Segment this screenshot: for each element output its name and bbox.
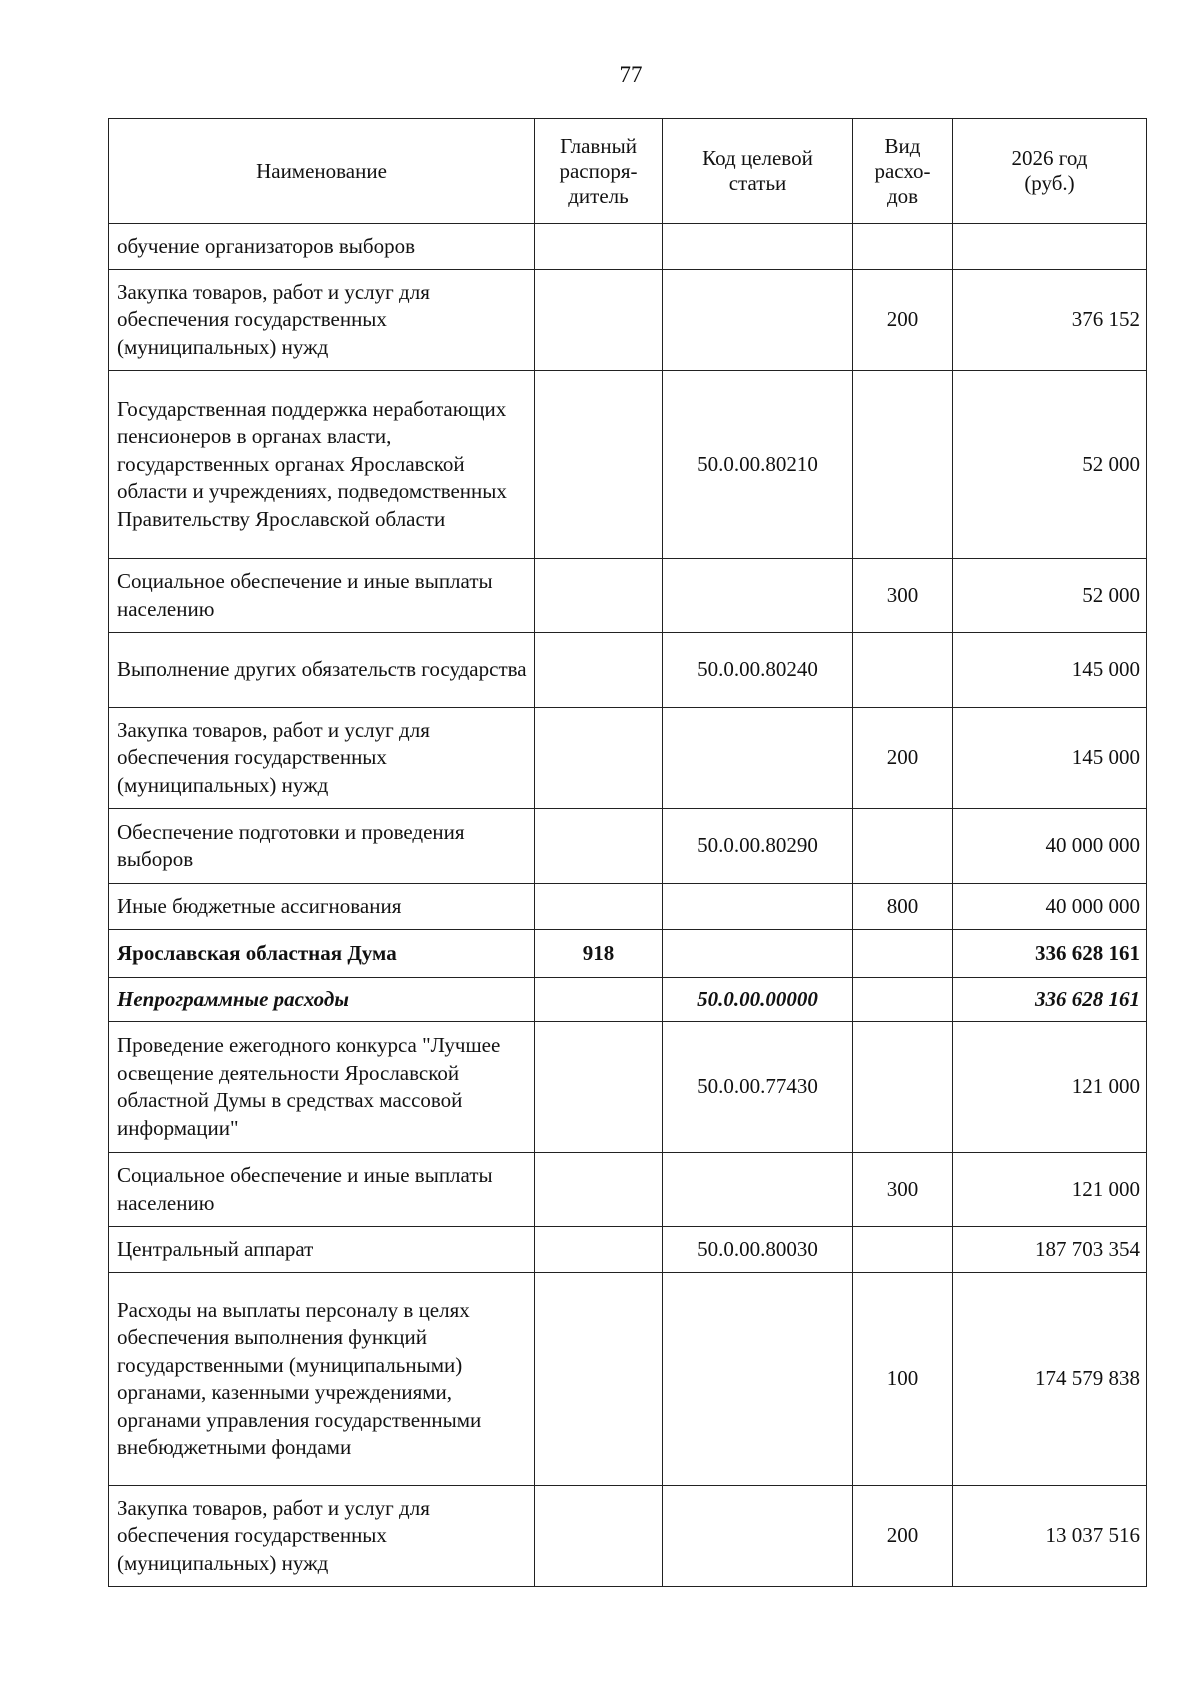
cell-code: 50.0.00.80290: [663, 809, 853, 884]
cell-code: [663, 1486, 853, 1587]
cell-admin: [535, 1486, 663, 1587]
cell-name: Непрограммные расходы: [109, 978, 535, 1022]
cell-name: Выполнение других обязательств государства: [109, 633, 535, 708]
cell-name: Иные бюджетные ассигнования: [109, 884, 535, 930]
cell-name: Расходы на выплаты персоналу в целях обеспечения выполнения функций государственными (муниципальными) органами, казенными учреждениями, органами управления государственными внебюджетными фондами: [109, 1273, 535, 1486]
cell-code: [663, 884, 853, 930]
cell-type: 300: [853, 559, 953, 633]
header-code: Код целевой статьи: [663, 119, 853, 224]
cell-admin: [535, 559, 663, 633]
cell-admin: [535, 884, 663, 930]
cell-admin: [535, 978, 663, 1022]
cell-name: Ярославская областная Дума: [109, 930, 535, 978]
cell-code: [663, 224, 853, 270]
cell-admin: [535, 708, 663, 809]
cell-type: 300: [853, 1153, 953, 1227]
table-row: [109, 633, 1147, 708]
cell-admin: [535, 809, 663, 884]
cell-name: обучение организаторов выборов: [109, 224, 535, 270]
cell-type: [853, 224, 953, 270]
cell-amount: 174 579 838: [953, 1273, 1147, 1486]
cell-name: Закупка товаров, работ и услуг для обеспечения государственных (муниципальных) нужд: [109, 1486, 535, 1587]
table-header-row: [109, 119, 1147, 224]
cell-amount: 40 000 000: [953, 884, 1147, 930]
cell-code: [663, 930, 853, 978]
cell-type: 200: [853, 1486, 953, 1587]
cell-type: 100: [853, 1273, 953, 1486]
cell-name: Государственная поддержка неработающих пенсионеров в органах власти, государственных органах Ярославской области и учреждениях, подведомственных Правительству Ярославской области: [109, 371, 535, 559]
cell-type: 200: [853, 708, 953, 809]
table-row: [109, 809, 1147, 884]
cell-admin: [535, 633, 663, 708]
cell-type: [853, 930, 953, 978]
table-row: [109, 884, 1147, 930]
cell-type: 200: [853, 270, 953, 371]
cell-code: [663, 270, 853, 371]
cell-admin: [535, 1227, 663, 1273]
cell-type: [853, 371, 953, 559]
cell-amount: 13 037 516: [953, 1486, 1147, 1587]
cell-type: [853, 1022, 953, 1153]
cell-amount: [953, 224, 1147, 270]
cell-amount: 145 000: [953, 633, 1147, 708]
cell-admin: [535, 224, 663, 270]
table-row: [109, 1227, 1147, 1273]
cell-code: 50.0.00.80030: [663, 1227, 853, 1273]
cell-type: [853, 1227, 953, 1273]
cell-admin: [535, 1273, 663, 1486]
table-row: [109, 1486, 1147, 1587]
table-row: [109, 559, 1147, 633]
cell-amount: 336 628 161: [953, 930, 1147, 978]
cell-name: Социальное обеспечение и иные выплаты населению: [109, 1153, 535, 1227]
header-type: Вид расхо- дов: [853, 119, 953, 224]
cell-amount: 145 000: [953, 708, 1147, 809]
table-row: [109, 1273, 1147, 1486]
page-number: 77: [619, 62, 643, 87]
cell-code: [663, 1153, 853, 1227]
cell-code: 50.0.00.00000: [663, 978, 853, 1022]
table-row: [109, 1153, 1147, 1227]
cell-amount: 40 000 000: [953, 809, 1147, 884]
table-row: [109, 708, 1147, 809]
cell-amount: 336 628 161: [953, 978, 1147, 1022]
cell-name: Проведение ежегодного конкурса "Лучшее освещение деятельности Ярославской областной Думы в средствах массовой информации": [109, 1022, 535, 1153]
cell-name: Закупка товаров, работ и услуг для обеспечения государственных (муниципальных) нужд: [109, 270, 535, 371]
cell-admin: [535, 270, 663, 371]
cell-code: 50.0.00.80210: [663, 371, 853, 559]
cell-amount: 121 000: [953, 1153, 1147, 1227]
cell-name: Социальное обеспечение и иные выплаты населению: [109, 559, 535, 633]
table-row: [109, 270, 1147, 371]
budget-table: [108, 118, 1147, 1587]
table-row: [109, 224, 1147, 270]
cell-amount: 376 152: [953, 270, 1147, 371]
cell-code: 50.0.00.80240: [663, 633, 853, 708]
cell-code: 50.0.00.77430: [663, 1022, 853, 1153]
header-amount: 2026 год (руб.): [953, 119, 1147, 224]
header-name: Наименование: [109, 119, 535, 224]
table-row: [109, 930, 1147, 978]
cell-code: [663, 708, 853, 809]
cell-admin: [535, 1022, 663, 1153]
cell-type: 800: [853, 884, 953, 930]
cell-code: [663, 559, 853, 633]
cell-code: [663, 1273, 853, 1486]
header-admin: Главный распоря- дитель: [535, 119, 663, 224]
cell-amount: 121 000: [953, 1022, 1147, 1153]
cell-type: [853, 809, 953, 884]
cell-amount: 52 000: [953, 559, 1147, 633]
cell-admin: [535, 371, 663, 559]
table-row: [109, 371, 1147, 559]
cell-admin: [535, 1153, 663, 1227]
cell-admin: 918: [535, 930, 663, 978]
cell-name: Обеспечение подготовки и проведения выборов: [109, 809, 535, 884]
cell-name: Закупка товаров, работ и услуг для обеспечения государственных (муниципальных) нужд: [109, 708, 535, 809]
cell-type: [853, 978, 953, 1022]
table-row: [109, 1022, 1147, 1153]
table-row: [109, 978, 1147, 1022]
cell-name: Центральный аппарат: [109, 1227, 535, 1273]
cell-amount: 187 703 354: [953, 1227, 1147, 1273]
cell-amount: 52 000: [953, 371, 1147, 559]
cell-type: [853, 633, 953, 708]
